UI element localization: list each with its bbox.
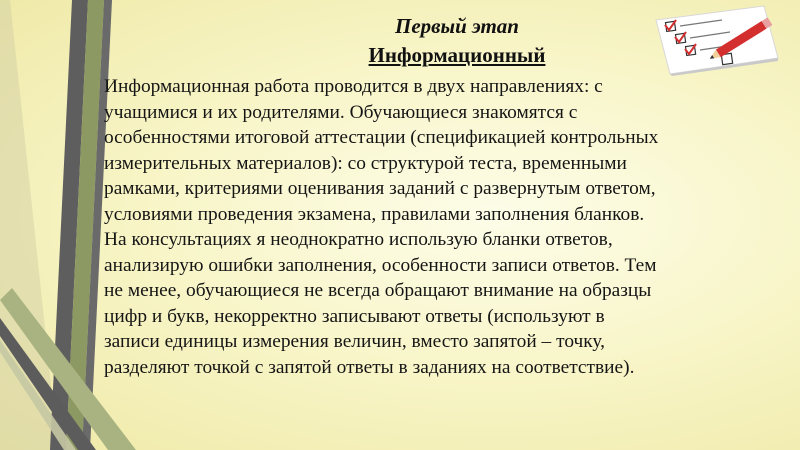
slide-body-text: Информационная работа проводится в двух направлениях: с учащимися и их родителями. Обучающиеся знакомятся с особенностями итоговой аттестации (спецификацией контрольных измерительных материалов): со структурой теста, временными рамками, критериями оценивания заданий с развернутым ответом, условиями проведения экзамена, правилами заполнения бланков. На консультациях я неоднократно использую бланки ответов, анализирую ошибки заполнения, особенности записи ответов. Тем не менее, обучающиеся не всегда обращают внимание на образцы цифр и букв, некорректно записывают ответы (используют в записи единицы измерения величин, вместо запятой – точку, разделяют точкой с запятой ответы в заданиях на соответствие). — [104, 76, 659, 378]
slide-content — [104, 12, 780, 380]
slide-subtitle: Информационный — [368, 43, 546, 67]
slide-title: Первый этап — [395, 14, 519, 38]
